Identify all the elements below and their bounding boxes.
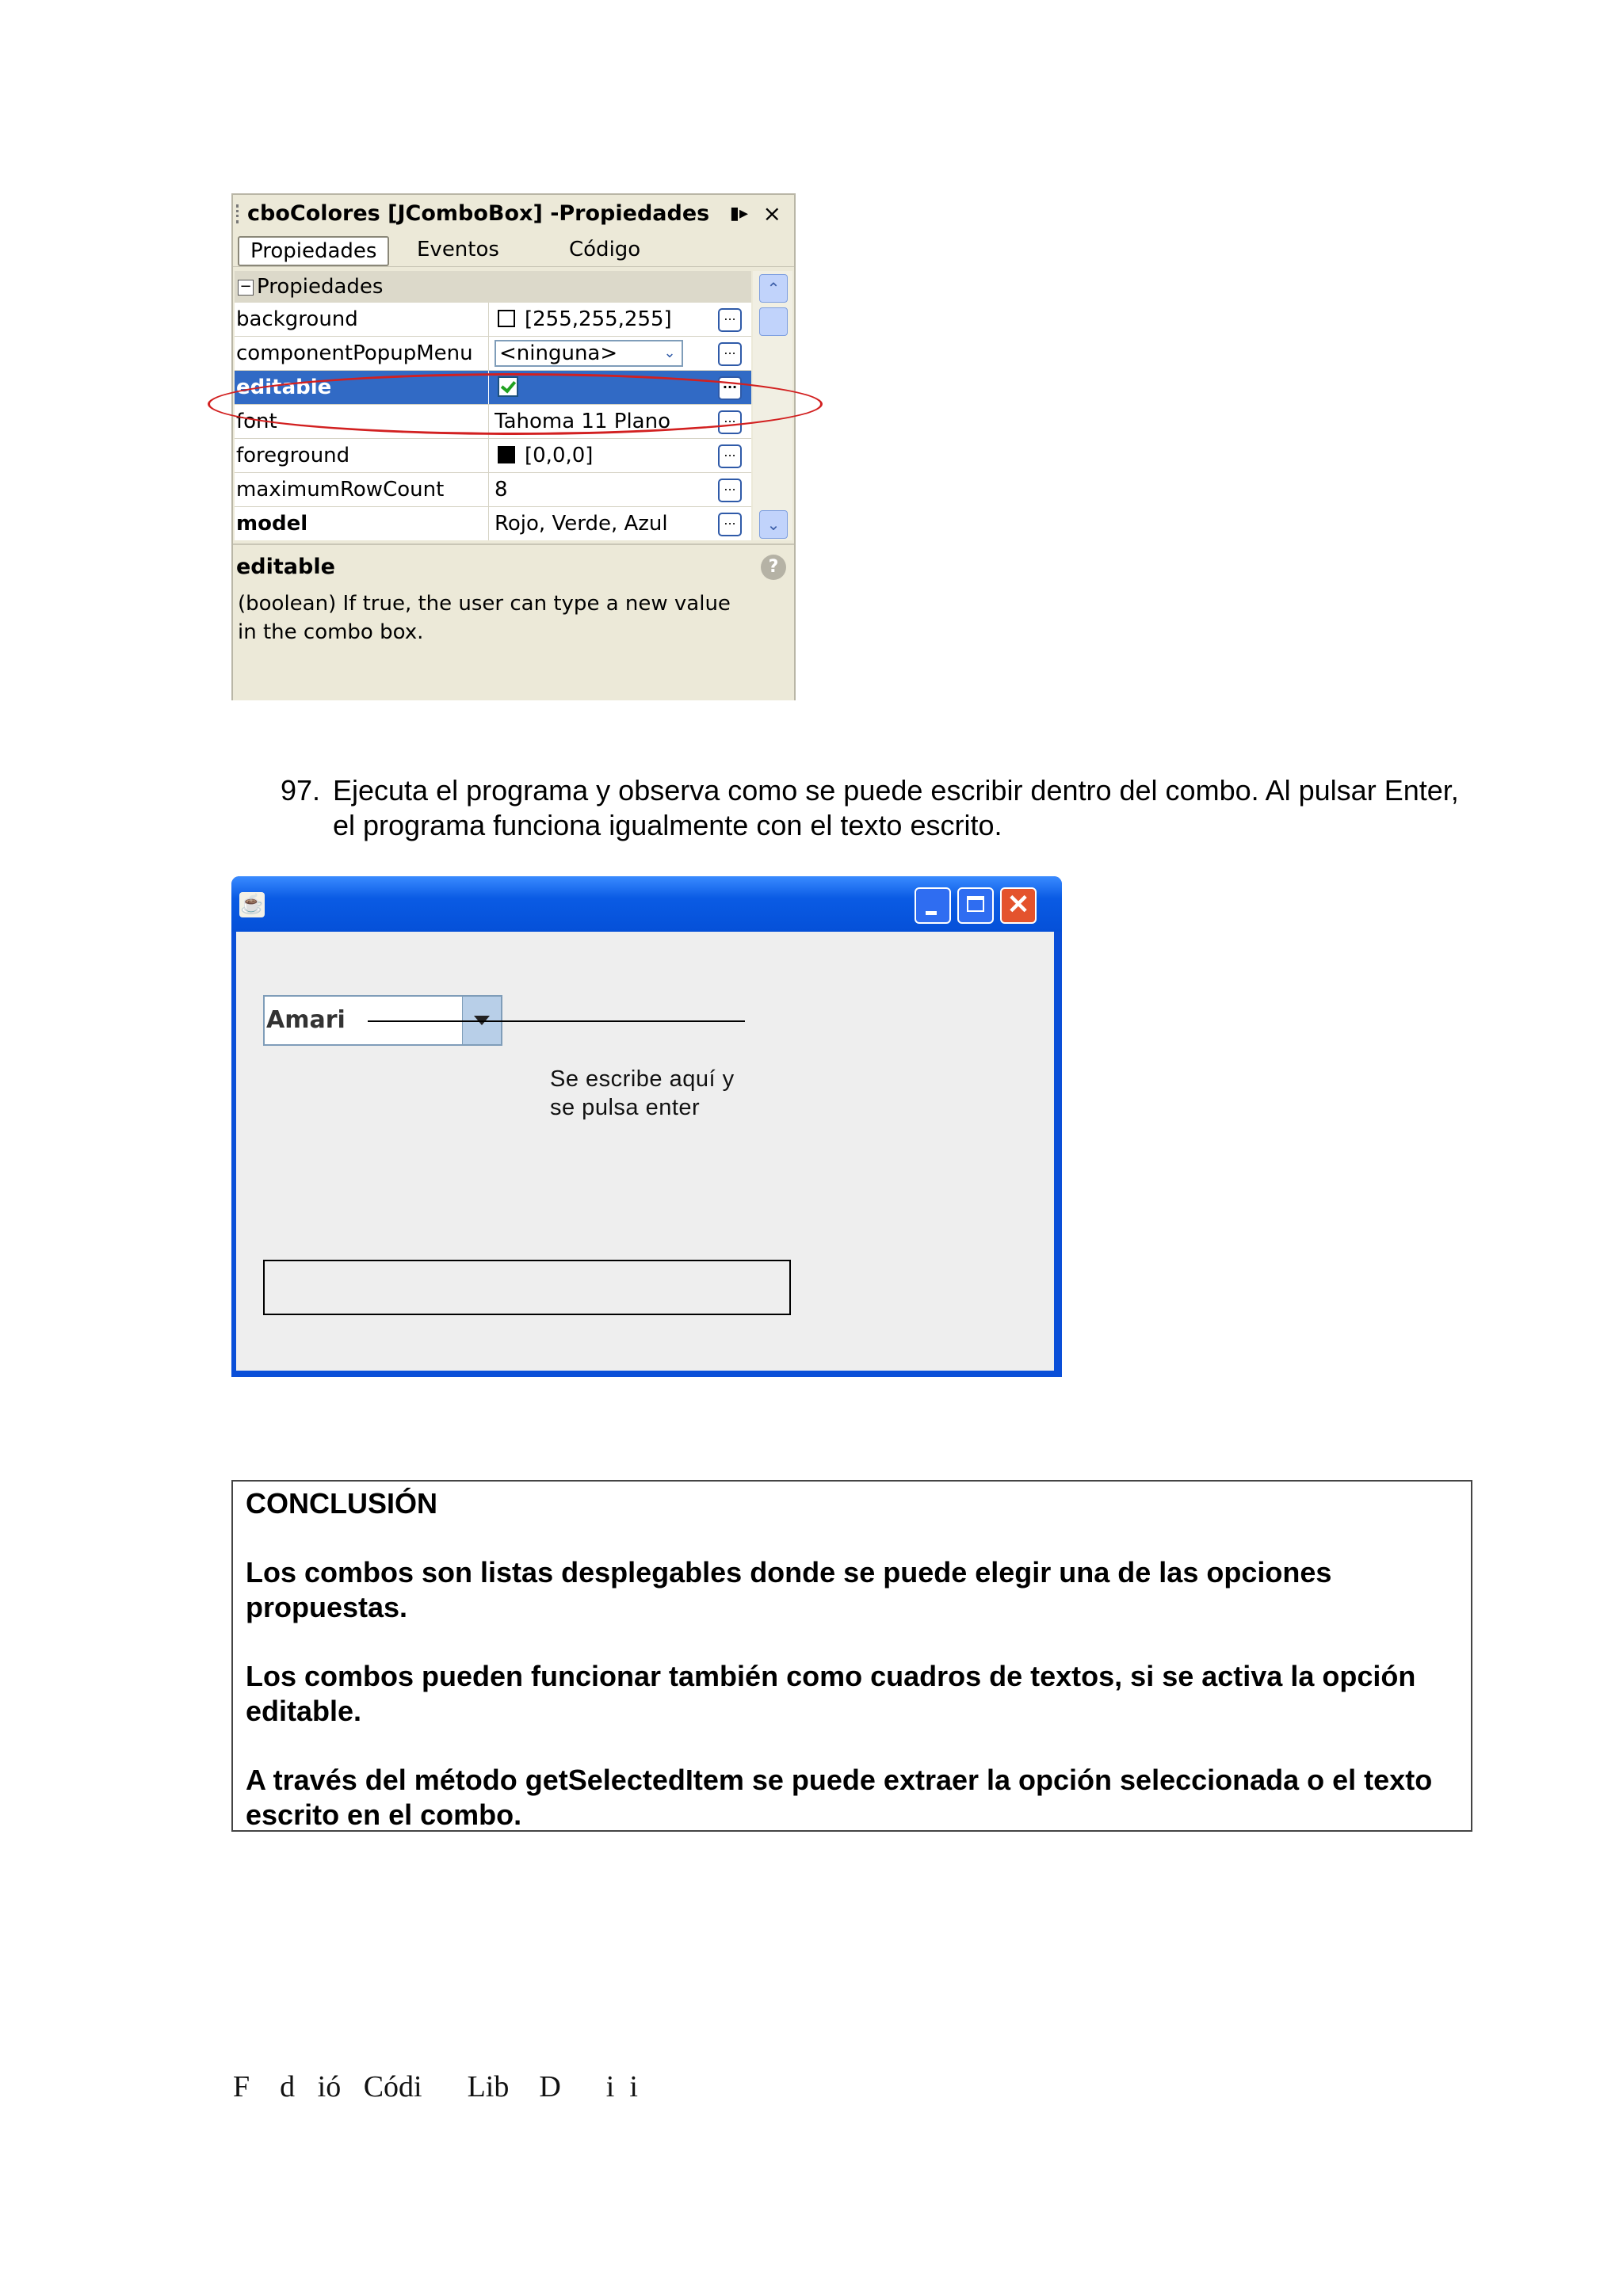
annotation-note	[550, 1065, 735, 1122]
properties-tabs	[233, 233, 794, 267]
property-value[interactable]: 8	[495, 478, 508, 502]
maximize-button[interactable]	[957, 887, 994, 924]
conclusion-paragraph-1: Los combos son listas desplegables donde se puede elegir una de las opciones propuestas.	[246, 1556, 1332, 1623]
description-title: editable	[236, 555, 335, 579]
combo-text[interactable]: Amari	[266, 1006, 346, 1034]
color-swatch-icon	[498, 310, 515, 327]
ellipsis-button[interactable]: ...	[718, 513, 742, 536]
close-icon[interactable]: ×	[762, 200, 781, 227]
app-window	[231, 876, 1062, 1377]
property-name: foreground	[236, 439, 489, 472]
popup-menu-select[interactable]	[495, 340, 683, 367]
step-number: 97.	[281, 774, 321, 807]
tab-propiedades[interactable]: Propiedades	[238, 236, 389, 266]
pin-icon[interactable]: ▮▸	[729, 204, 748, 223]
conclusion-paragraph-2: Los combos pueden funcionar también como cuadros de textos, si se activa la opción editable.	[246, 1660, 1416, 1727]
tab-codigo[interactable]: Código	[569, 238, 641, 261]
annotation-leader-line	[368, 1020, 745, 1022]
page-footer: F d ió Códi Lib D i i	[233, 2070, 638, 2103]
property-name: maximumRowCount	[236, 473, 489, 506]
property-value[interactable]: Tahoma 11 Plano	[495, 410, 670, 433]
property-name: font	[236, 405, 489, 438]
drag-grip-icon[interactable]	[236, 204, 243, 223]
scroll-thumb[interactable]	[759, 307, 788, 336]
ellipsis-button[interactable]: ...	[718, 479, 742, 502]
property-value-text: <ninguna>	[499, 341, 618, 365]
collapse-icon[interactable]: −	[238, 280, 254, 296]
property-value-text: [255,255,255]	[525, 307, 672, 331]
property-row-foreground[interactable]	[235, 439, 751, 473]
highlight-oval	[208, 373, 823, 435]
output-text-field[interactable]	[263, 1260, 791, 1315]
ellipsis-button[interactable]: ...	[718, 410, 742, 434]
property-name: editable	[236, 371, 489, 404]
conclusion-box	[231, 1480, 1472, 1832]
property-value[interactable]	[495, 439, 716, 472]
java-app-icon[interactable]: ☕	[239, 892, 265, 917]
property-name: background	[236, 303, 489, 336]
description-text: (boolean) If true, the user can type a new value in the combo box.	[238, 592, 731, 644]
property-name: componentPopupMenu	[236, 337, 489, 370]
help-icon[interactable]: ?	[761, 555, 786, 580]
scroll-up-icon[interactable]: ⌃	[759, 274, 788, 303]
step-text: Ejecuta el programa y observa como se puede escribir dentro del combo. Al pulsar Enter, el programa funciona igualmente con el texto escrito.	[333, 774, 1459, 841]
property-row-maximumrowcount[interactable]	[235, 473, 751, 507]
property-row-model[interactable]	[235, 507, 751, 540]
properties-panel	[231, 193, 796, 700]
property-value[interactable]: Rojo, Verde, Azul	[495, 512, 668, 536]
minimize-button[interactable]	[915, 887, 951, 924]
properties-panel-title: cboColores [JComboBox] -Propiedades	[247, 201, 710, 226]
property-description	[233, 543, 794, 700]
window-content	[236, 932, 1054, 1371]
property-value[interactable]	[495, 303, 716, 336]
color-swatch-icon	[498, 446, 515, 463]
ellipsis-button[interactable]: ...	[718, 376, 742, 400]
window-titlebar[interactable]	[231, 876, 1062, 932]
properties-section-header[interactable]	[235, 271, 751, 303]
close-button[interactable]: ✕	[1000, 887, 1037, 924]
section-label: Propiedades	[257, 275, 384, 299]
property-row-componentpopupmenu[interactable]	[235, 337, 751, 371]
conclusion-heading: CONCLUSIÓN	[246, 1487, 437, 1520]
property-row-background[interactable]	[235, 303, 751, 337]
property-name: model	[236, 507, 489, 540]
ellipsis-button[interactable]: ...	[718, 444, 742, 468]
property-value[interactable]	[495, 337, 716, 370]
property-value-text: [0,0,0]	[525, 444, 594, 467]
chevron-down-icon[interactable]: ⌄	[663, 345, 676, 361]
annotation-line-1: Se escribe aquí y	[550, 1066, 735, 1092]
annotation-line-2: se pulsa enter	[550, 1095, 701, 1120]
ellipsis-button[interactable]: ...	[718, 308, 742, 332]
tab-eventos[interactable]: Eventos	[417, 238, 499, 261]
conclusion-paragraph-3: A través del método getSelectedItem se puede extraer la opción seleccionada o el texto escrito en el combo.	[246, 1764, 1433, 1831]
scroll-down-icon[interactable]: ⌄	[759, 510, 788, 539]
ellipsis-button[interactable]: ...	[718, 342, 742, 366]
